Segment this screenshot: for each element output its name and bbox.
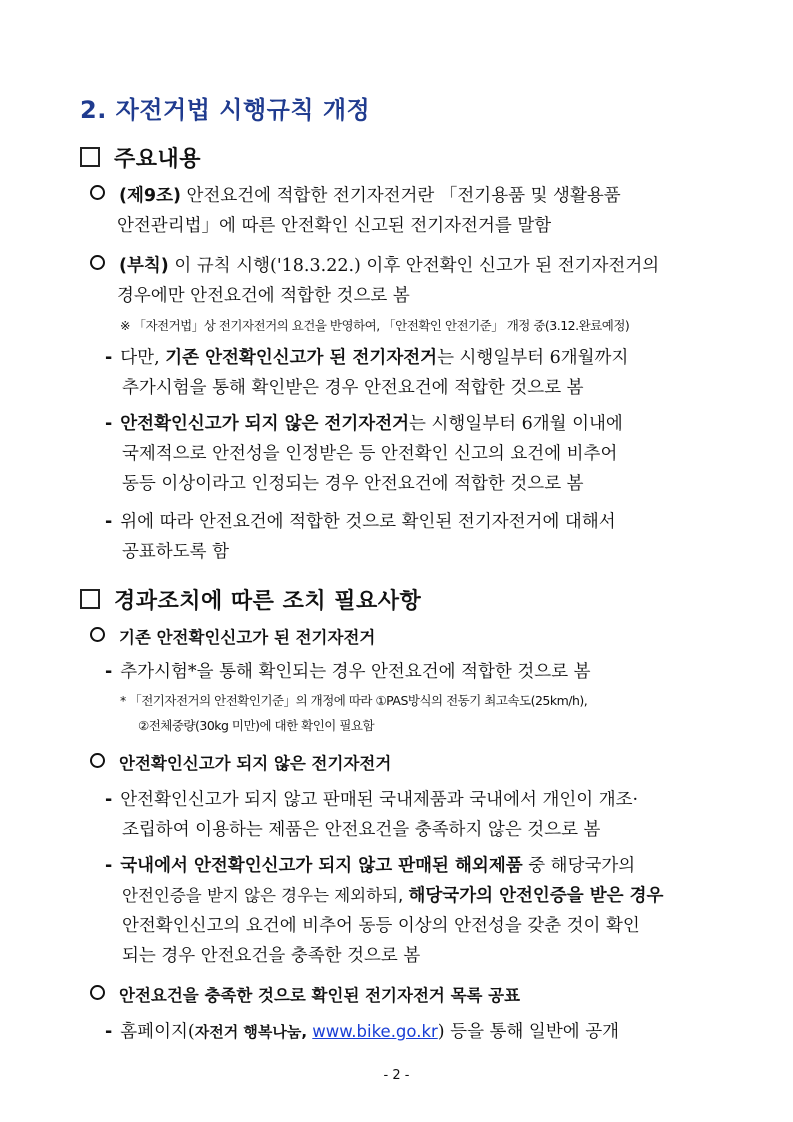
dash-item-overseas-line4: 되는 경우 안전요건을 충족한 것으로 봄 <box>122 946 421 966</box>
dash-item-existing: - 다만, 기존 안전확인신고가 된 전기자전거는 시행일부터 6개월까지 <box>105 348 629 368</box>
circle-bullet-icon <box>90 185 105 200</box>
heading-transitional-measures: 경과조치에 따른 조치 필요사항 <box>80 584 421 615</box>
circle-bullet-icon <box>90 985 105 1000</box>
item-existing-reported: 기존 안전확인신고가 된 전기자전거 <box>90 624 375 648</box>
item-article9-line2: 안전관리법」에 따른 안전확인 신고된 전기자전거를 말함 <box>117 216 552 236</box>
dash-item-existing-line2: 추가시험을 통해 확인받은 경우 안전요건에 적합한 것으로 봄 <box>122 378 584 398</box>
dash-item-homepage: - 홈페이지(자전거 행복나눔, www.bike.go.kr) 등을 통해 일반에 공개 <box>105 1022 620 1042</box>
item-addenda: (부칙) 이 규칙 시행('18.3.22.) 이후 안전확인 신고가 된 전기자전거의 <box>90 252 659 277</box>
dash-item-additional-test: - 추가시험*을 통해 확인되는 경우 안전요건에 적합한 것으로 봄 <box>105 662 591 682</box>
dash-item-domestic-line2: 조립하여 이용하는 제품은 안전요건을 충족하지 않은 것으로 봄 <box>122 820 601 840</box>
dash-item-overseas: - 국내에서 안전확인신고가 되지 않고 판매된 해외제품 중 해당국가의 <box>105 856 636 876</box>
page-number: - 2 - <box>383 1068 410 1083</box>
dash-item-unreported-line2: 국제적으로 안전성을 인정받은 등 안전확인 신고의 요건에 비추어 <box>122 444 618 464</box>
item-publish-list: 안전요건을 충족한 것으로 확인된 전기자전거 목록 공표 <box>90 982 520 1006</box>
footnote-line2: ②전체중량(30kg 미만)에 대한 확인이 필요함 <box>138 718 375 733</box>
item-addenda-line2: 경우에만 안전요건에 적합한 것으로 봄 <box>117 286 410 306</box>
dash-item-publish-line2: 공표하도록 함 <box>122 542 229 562</box>
section-title: 2. 자전거법 시행규칙 개정 <box>80 96 371 124</box>
dash-item-unreported-line3: 동등 이상이라고 인정되는 경우 안전요건에 적합한 것으로 봄 <box>122 474 584 494</box>
circle-bullet-icon <box>90 753 105 768</box>
footnote-line1: * 「전기자전거의 안전확인기준」의 개정에 따라 ①PAS방식의 전동기 최고속도(25km/h), <box>120 693 588 708</box>
circle-bullet-icon <box>90 627 105 642</box>
item-unreported: 안전확인신고가 되지 않은 전기자전거 <box>90 750 391 774</box>
circle-bullet-icon <box>90 255 105 270</box>
checkbox-square-icon <box>80 589 100 609</box>
heading-main-contents: 주요내용 <box>80 142 201 173</box>
dash-item-publish: - 위에 따라 안전요건에 적합한 것으로 확인된 전기자전거에 대해서 <box>105 512 616 532</box>
checkbox-square-icon <box>80 147 100 167</box>
dash-item-overseas-line2: 안전인증을 받지 않은 경우는 제외하되, 해당국가의 안전인증을 받은 경우 <box>122 886 664 906</box>
dash-item-domestic: - 안전확인신고가 되지 않고 판매된 국내제품과 국내에서 개인이 개조· <box>105 790 639 810</box>
dash-item-unreported: - 안전확인신고가 되지 않은 전기자전거는 시행일부터 6개월 이내에 <box>105 414 623 434</box>
reference-note: ※ 「자전거법」상 전기자전거의 요건을 반영하여, 「안전확인 안전기준」 개정 중(3.12.완료예정) <box>120 318 630 333</box>
dash-item-overseas-line3: 안전확인신고의 요건에 비추어 동등 이상의 안전성을 갖춘 것이 확인 <box>122 916 640 936</box>
item-article9: (제9조) 안전요건에 적합한 전기자전거란 「전기용품 및 생활용품 <box>90 182 621 207</box>
bike-website-link[interactable]: www.bike.go.kr <box>312 1022 438 1041</box>
